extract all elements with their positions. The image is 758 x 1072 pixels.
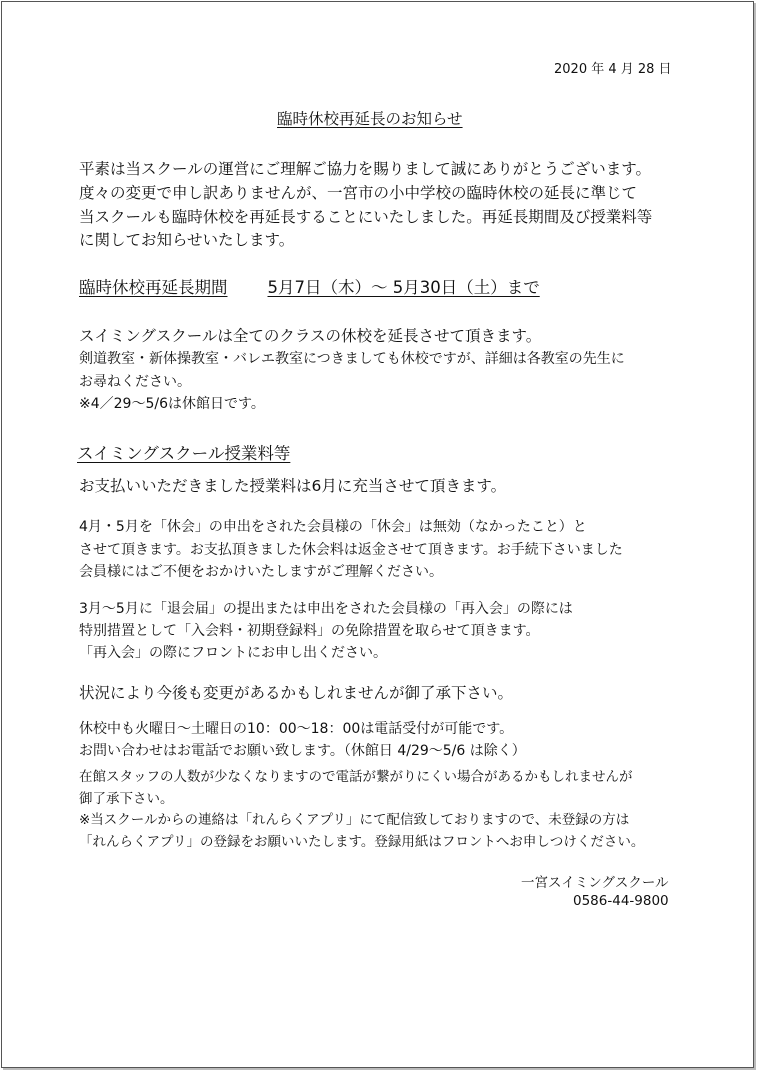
closure-line: 剣道教室・新体操教室・バレエ教室につきましても休校ですが、詳細は各教室の先生に (79, 351, 625, 367)
suspension-line: 4月・5月を「休会」の申出をされた会員様の「休会」は無効（なかったこと）と (79, 519, 587, 535)
contact-line: お問い合わせはお電話でお願い致します。（休館日 4/29～5/6 は除く） (79, 743, 526, 759)
staff-note-line: ※当スクールからの連絡は「れんらくアプリ」にて配信致しておりますので、未登録の方は (79, 812, 630, 828)
closure-period-label: 臨時休校再延長期間 (79, 278, 228, 297)
intro-line: に関してお知らせいたします。 (79, 231, 295, 249)
closure-period-range: 5月7日（木）～ 5月30日（土）まで (267, 278, 540, 297)
closure-period (79, 274, 540, 298)
intro-line: 度々の変更で申し訳ありませんが、一宮市の小中学校の臨時休校の延長に準じて (79, 184, 638, 202)
notice-date: 2020 年 4 月 28 日 (554, 62, 672, 77)
closure-line: お尋ねください。 (79, 374, 191, 390)
notice-line: 状況により今後も変更があるかもしれませんが御了承下さい。 (79, 684, 514, 702)
staff-note-line: 御了承下さい。 (79, 791, 174, 807)
contact-line: 休校中も火曜日～土曜日の10：00～18：00は電話受付が可能です。 (79, 721, 514, 737)
staff-note-line: 在館スタッフの人数が少なくなりますので電話が繋がりにくい場合があるかもしれませんが (79, 769, 633, 785)
rejoin-line: 特別措置として「入会料・初期登録料」の免除措置を取らせて頂きます。 (79, 623, 540, 639)
rejoin-line: 「再入会」の際にフロントにお申し出ください。 (79, 645, 387, 661)
intro-line: 平素は当スクールの運営にご理解ご協力を賜りまして誠にありがとうございます。 (79, 160, 651, 178)
notice-title: 臨時休校再延長のお知らせ (277, 110, 463, 128)
intro-line: 当スクールも臨時休校を再延長することにいたしました。再延長期間及び授業料等 (79, 208, 653, 226)
fee-line: お支払いいただきました授業料は6月に充当させて頂きます。 (79, 477, 507, 495)
staff-note-line: 「れんらくアプリ」の登録をお願いいたします。登録用紙はフロントへお申しつけください。 (79, 834, 645, 850)
phone-number: 0586-44-9800 (573, 893, 669, 909)
closure-line: ※4／29～5/6は休館日です。 (79, 396, 265, 412)
suspension-line: させて頂きます。お支払頂きました休会料は返金させて頂きます。お手続下さいました (79, 542, 623, 558)
fee-heading: スイミングスクール授業料等 (77, 444, 291, 463)
organization-name: 一宮スイミングスクール (521, 875, 669, 891)
closure-line: スイミングスクールは全てのクラスの休校を延長させて頂きます。 (79, 327, 542, 345)
rejoin-line: 3月～5月に「退会届」の提出または申出をされた会員様の「再入会」の際には (79, 601, 573, 617)
suspension-line: 会員様にはご不便をおかけいたしますがご理解ください。 (79, 564, 443, 580)
